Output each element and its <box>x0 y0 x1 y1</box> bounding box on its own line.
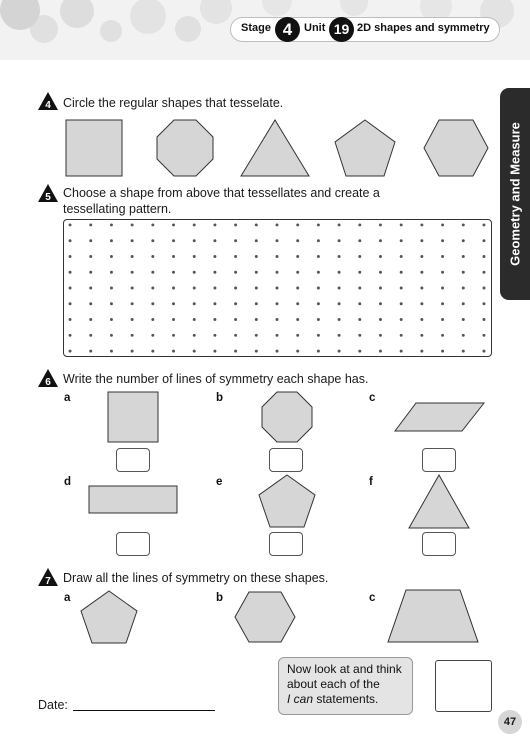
grid-dot <box>193 239 196 242</box>
side-tab-label: Geometry and Measure <box>507 122 523 266</box>
grid-dot <box>400 334 403 337</box>
question-6-text: Write the number of lines of symmetry each shape has. <box>63 372 369 386</box>
grid-dot <box>213 255 216 258</box>
grid-dot <box>151 271 154 274</box>
grid-dot <box>296 255 299 258</box>
grid-dot <box>317 223 320 226</box>
grid-dot <box>358 318 361 321</box>
grid-dot <box>358 287 361 290</box>
grid-dot <box>193 350 196 353</box>
question-7-text: Draw all the lines of symmetry on these shapes. <box>63 571 329 585</box>
grid-dot <box>69 350 72 353</box>
grid-dot <box>317 318 320 321</box>
grid-dot <box>338 318 341 321</box>
q7c-trapezium-shape[interactable] <box>387 589 479 643</box>
unit-number: 19 <box>329 17 354 42</box>
grid-dot <box>255 350 258 353</box>
grid-dot <box>255 255 258 258</box>
q6a-square-shape <box>107 391 159 443</box>
grid-dot <box>379 255 382 258</box>
grid-dot <box>420 255 423 258</box>
grid-dot <box>420 271 423 274</box>
grid-dot <box>89 223 92 226</box>
stage-label: Stage <box>241 22 271 34</box>
grid-dot <box>234 334 237 337</box>
grid-dot <box>151 287 154 290</box>
grid-dot <box>234 318 237 321</box>
grid-dot <box>69 287 72 290</box>
self-assessment-box[interactable] <box>435 660 492 712</box>
grid-dot <box>172 287 175 290</box>
grid-dot <box>482 239 485 242</box>
grid-dot <box>172 350 175 353</box>
grid-dot <box>441 223 444 226</box>
q6-label-d: d <box>64 476 72 488</box>
q6b-octagon-shape <box>261 391 313 443</box>
grid-dot <box>69 223 72 226</box>
grid-dot <box>358 350 361 353</box>
q7-label-c: c <box>369 592 376 604</box>
grid-dot <box>358 271 361 274</box>
grid-dot <box>462 239 465 242</box>
question-6-badge <box>38 369 58 387</box>
note-italic-i-can: I can <box>287 692 314 706</box>
grid-dot <box>131 255 134 258</box>
grid-dot <box>69 271 72 274</box>
grid-dot <box>420 318 423 321</box>
grid-dot <box>213 287 216 290</box>
q6-label-e: e <box>216 476 223 488</box>
grid-dot <box>110 302 113 305</box>
question-5-number: 5 <box>45 192 51 202</box>
grid-dot <box>151 334 154 337</box>
grid-dot <box>420 334 423 337</box>
grid-dot <box>172 271 175 274</box>
q6d-answer-box[interactable] <box>116 532 150 556</box>
grid-dot <box>255 302 258 305</box>
grid-dot <box>441 271 444 274</box>
grid-dot <box>296 223 299 226</box>
grid-dot <box>462 302 465 305</box>
grid-dot <box>482 318 485 321</box>
date-label: Date: <box>38 698 68 712</box>
grid-dot <box>338 350 341 353</box>
grid-dot <box>317 239 320 242</box>
grid-dot <box>400 302 403 305</box>
grid-dot <box>358 255 361 258</box>
grid-dot <box>110 223 113 226</box>
grid-dot <box>338 239 341 242</box>
grid-dot <box>255 318 258 321</box>
grid-dot <box>482 223 485 226</box>
grid-dot <box>193 255 196 258</box>
grid-dot <box>420 223 423 226</box>
grid-dot <box>131 271 134 274</box>
grid-dot <box>441 287 444 290</box>
q6-label-f: f <box>369 476 373 488</box>
grid-dot <box>276 318 279 321</box>
grid-dot <box>151 350 154 353</box>
grid-dot <box>317 287 320 290</box>
grid-dot <box>400 239 403 242</box>
grid-dot <box>89 350 92 353</box>
grid-dot <box>482 334 485 337</box>
grid-dot <box>234 271 237 274</box>
grid-dot <box>193 223 196 226</box>
grid-dot <box>276 223 279 226</box>
grid-dot <box>482 255 485 258</box>
question-6-number: 6 <box>45 377 51 387</box>
q6-label-b: b <box>216 392 224 404</box>
grid-dot <box>213 223 216 226</box>
grid-dot <box>234 223 237 226</box>
grid-dot <box>379 287 382 290</box>
q7a-pentagon-shape[interactable] <box>80 590 138 644</box>
question-5-text-line1: Choose a shape from above that tessellates and create a <box>63 186 380 200</box>
grid-dot <box>482 302 485 305</box>
i-can-note-text <box>287 662 412 707</box>
grid-dot <box>69 318 72 321</box>
grid-dot <box>69 255 72 258</box>
page-number: 47 <box>498 710 522 734</box>
grid-dot <box>131 223 134 226</box>
question-7-badge <box>38 568 58 586</box>
q7-label-a: a <box>64 592 71 604</box>
grid-dot <box>462 287 465 290</box>
grid-dot <box>89 287 92 290</box>
q6f-triangle-shape <box>408 474 470 529</box>
grid-dot <box>338 255 341 258</box>
grid-dot <box>213 239 216 242</box>
grid-dot <box>110 334 113 337</box>
grid-dot <box>358 302 361 305</box>
grid-dot <box>358 223 361 226</box>
grid-dot <box>172 223 175 226</box>
grid-dot <box>420 350 423 353</box>
grid-dot <box>255 334 258 337</box>
grid-dot <box>172 255 175 258</box>
grid-dot <box>441 334 444 337</box>
grid-dot <box>462 223 465 226</box>
grid-dot <box>379 318 382 321</box>
grid-dot <box>172 318 175 321</box>
grid-dot <box>379 223 382 226</box>
question-5-badge <box>38 184 58 202</box>
note-line-1: Now look at and think <box>287 662 402 676</box>
question-4-number: 4 <box>45 100 51 110</box>
octagon-shape[interactable] <box>155 118 215 178</box>
grid-dot <box>441 239 444 242</box>
grid-dot <box>379 271 382 274</box>
grid-dot <box>296 334 299 337</box>
grid-dot <box>338 302 341 305</box>
grid-dot <box>400 287 403 290</box>
q6-label-a: a <box>64 392 71 404</box>
grid-dot <box>89 239 92 242</box>
grid-dot <box>213 302 216 305</box>
grid-dot <box>379 302 382 305</box>
grid-dot <box>234 255 237 258</box>
q6-label-c: c <box>369 392 376 404</box>
grid-dot <box>89 334 92 337</box>
grid-dot <box>213 318 216 321</box>
grid-dot <box>131 318 134 321</box>
grid-dot <box>379 350 382 353</box>
grid-dot <box>317 302 320 305</box>
q7b-hexagon-shape[interactable] <box>234 591 296 643</box>
grid-dot <box>420 302 423 305</box>
grid-dot <box>193 271 196 274</box>
grid-dot <box>276 350 279 353</box>
grid-dot <box>276 287 279 290</box>
grid-dot <box>317 271 320 274</box>
grid-dot <box>151 255 154 258</box>
grid-dot <box>296 350 299 353</box>
question-4-text: Circle the regular shapes that tesselate. <box>63 96 284 110</box>
unit-label: Unit <box>304 22 326 34</box>
grid-dot <box>400 350 403 353</box>
question-5-text-line2: tessellating pattern. <box>63 202 172 216</box>
grid-dot <box>482 271 485 274</box>
q6e-pentagon-shape <box>258 474 316 528</box>
grid-dot <box>358 334 361 337</box>
grid-dot <box>110 239 113 242</box>
grid-dot <box>110 287 113 290</box>
pentagon-shape[interactable] <box>333 118 397 178</box>
grid-dot <box>276 271 279 274</box>
grid-dot <box>338 334 341 337</box>
dot-grid-area[interactable] <box>63 219 492 357</box>
grid-dot <box>151 223 154 226</box>
grid-dot <box>234 287 237 290</box>
grid-dot <box>420 239 423 242</box>
grid-dot <box>193 318 196 321</box>
grid-dot <box>131 239 134 242</box>
grid-dot <box>213 350 216 353</box>
q6c-answer-box[interactable] <box>422 448 456 472</box>
grid-dot <box>110 271 113 274</box>
grid-dot <box>151 318 154 321</box>
grid-dot <box>441 302 444 305</box>
grid-dot <box>400 318 403 321</box>
grid-dot <box>234 239 237 242</box>
triangle-shape[interactable] <box>239 118 311 178</box>
question-7-number: 7 <box>45 576 51 586</box>
note-line-3 <box>287 692 412 707</box>
grid-dot <box>296 271 299 274</box>
grid-dot <box>296 302 299 305</box>
grid-dot <box>317 255 320 258</box>
q6b-answer-box[interactable] <box>269 448 303 472</box>
grid-dot <box>89 302 92 305</box>
grid-dot <box>213 271 216 274</box>
grid-dot <box>172 302 175 305</box>
grid-dot <box>234 350 237 353</box>
grid-dot <box>296 318 299 321</box>
q6f-answer-box[interactable] <box>422 532 456 556</box>
grid-dot <box>420 287 423 290</box>
grid-dot <box>193 334 196 337</box>
grid-dot <box>276 239 279 242</box>
grid-dot <box>338 271 341 274</box>
grid-dot <box>255 223 258 226</box>
grid-dot <box>193 302 196 305</box>
grid-dot <box>276 255 279 258</box>
grid-dot <box>255 271 258 274</box>
grid-dot <box>172 239 175 242</box>
grid-dot <box>400 271 403 274</box>
grid-dot <box>172 334 175 337</box>
grid-dot <box>89 255 92 258</box>
grid-dot <box>482 287 485 290</box>
grid-dot <box>379 239 382 242</box>
side-tab <box>500 88 530 300</box>
grid-dot <box>276 334 279 337</box>
note-line-2: about each of the <box>287 677 380 691</box>
q6a-answer-box[interactable] <box>116 448 150 472</box>
grid-dot <box>255 239 258 242</box>
grid-dot <box>69 302 72 305</box>
grid-dot <box>110 255 113 258</box>
grid-dot <box>462 271 465 274</box>
date-line[interactable] <box>73 710 215 711</box>
grid-dot <box>379 334 382 337</box>
grid-dot <box>296 287 299 290</box>
grid-dot <box>131 334 134 337</box>
q6d-rectangle-shape <box>88 485 178 514</box>
q6e-answer-box[interactable] <box>269 532 303 556</box>
grid-dot <box>462 350 465 353</box>
grid-dot <box>255 287 258 290</box>
grid-dot <box>110 350 113 353</box>
grid-dot <box>317 350 320 353</box>
note-line-3-rest: statements. <box>313 692 379 706</box>
grid-dot <box>89 271 92 274</box>
grid-dot <box>234 302 237 305</box>
grid-dot <box>358 239 361 242</box>
grid-dot <box>193 287 196 290</box>
grid-dot <box>482 350 485 353</box>
grid-dot <box>338 223 341 226</box>
grid-dot <box>441 350 444 353</box>
grid-dot <box>462 334 465 337</box>
q7-label-b: b <box>216 592 224 604</box>
grid-dot <box>441 318 444 321</box>
grid-dot <box>213 334 216 337</box>
hexagon-shape[interactable] <box>422 118 490 178</box>
grid-dot <box>462 255 465 258</box>
unit-title: 2D shapes and symmetry <box>357 22 490 34</box>
grid-dot <box>400 223 403 226</box>
q6c-parallelogram-shape <box>394 402 486 432</box>
grid-dot <box>276 302 279 305</box>
grid-dot <box>151 239 154 242</box>
grid-dot <box>400 255 403 258</box>
grid-dot <box>131 350 134 353</box>
grid-dot <box>317 334 320 337</box>
square-shape[interactable] <box>64 118 124 178</box>
grid-dot <box>441 255 444 258</box>
grid-dot <box>131 287 134 290</box>
grid-dot <box>110 318 113 321</box>
grid-dot <box>89 318 92 321</box>
grid-dot <box>69 334 72 337</box>
grid-dot <box>296 239 299 242</box>
grid-dot <box>69 239 72 242</box>
stage-number: 4 <box>275 17 300 42</box>
grid-dot <box>338 287 341 290</box>
grid-dot <box>462 318 465 321</box>
grid-dot <box>151 302 154 305</box>
grid-dot <box>131 302 134 305</box>
question-4-badge <box>38 92 58 110</box>
